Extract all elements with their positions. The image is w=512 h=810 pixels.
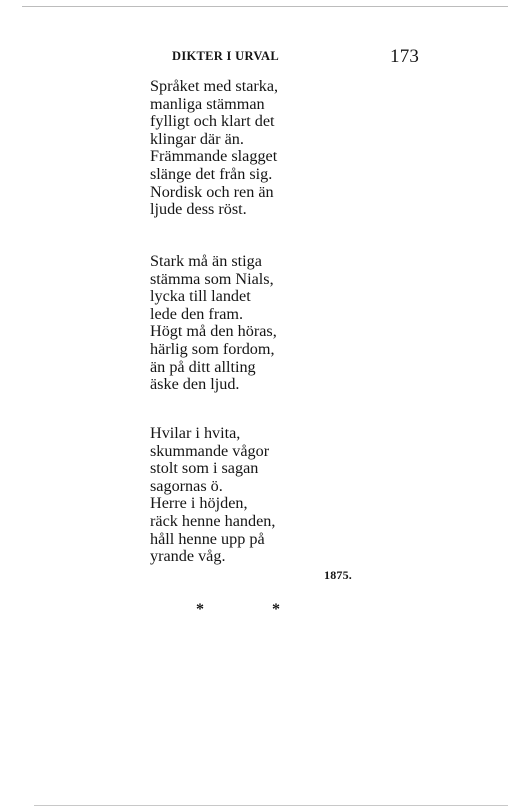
page-bottom-edge	[34, 805, 508, 806]
page-number: 173	[390, 46, 420, 67]
poem-line: Hvilar i hvita,	[150, 424, 241, 442]
running-header-title: DIKTER I URVAL	[172, 49, 280, 63]
poem-line: härlig som fordom,	[150, 339, 275, 358]
poem-line: stämma som Nials,	[150, 269, 274, 288]
poem-line: yrande våg.	[150, 547, 226, 566]
poem-line: klingar där än.	[150, 129, 244, 148]
poem-line: Främmande slagget	[150, 147, 278, 166]
poem-stanza-1	[150, 78, 350, 219]
poem-line: Nordisk och ren än	[150, 182, 274, 201]
poem-line: än på ditt allting	[150, 357, 256, 376]
page-top-edge	[22, 6, 508, 7]
poem-line: manliga stämman	[150, 94, 265, 113]
poem-line: Stark må än stiga	[150, 252, 262, 270]
poem-line: äske den ljud.	[150, 375, 240, 394]
poem-line: lede den fram.	[150, 304, 244, 323]
poem-line: Herre i höjden,	[150, 494, 248, 513]
poem-line: fylligt och klart det	[150, 112, 275, 131]
poem-stanza-3	[150, 425, 350, 566]
poem-line: Språket med starka,	[150, 77, 279, 95]
poem-line: håll henne upp på	[150, 529, 265, 548]
poem-line: lycka till landet	[150, 287, 251, 306]
poem-stanza-2	[150, 253, 350, 394]
poem-line: skummande vågor	[150, 441, 270, 460]
poem-line: slänge det från sig.	[150, 164, 273, 183]
poem-line: Högt må den höras,	[150, 322, 277, 341]
poem-year: 1875.	[324, 568, 352, 582]
poem-line: stolt som i sagan	[150, 459, 259, 478]
poem-line: sagornas ö.	[150, 476, 223, 495]
poem-line: ljude dess röst.	[150, 200, 247, 219]
section-separator-asterisks: * *	[196, 601, 312, 618]
poem-line: räck henne handen,	[150, 511, 276, 530]
